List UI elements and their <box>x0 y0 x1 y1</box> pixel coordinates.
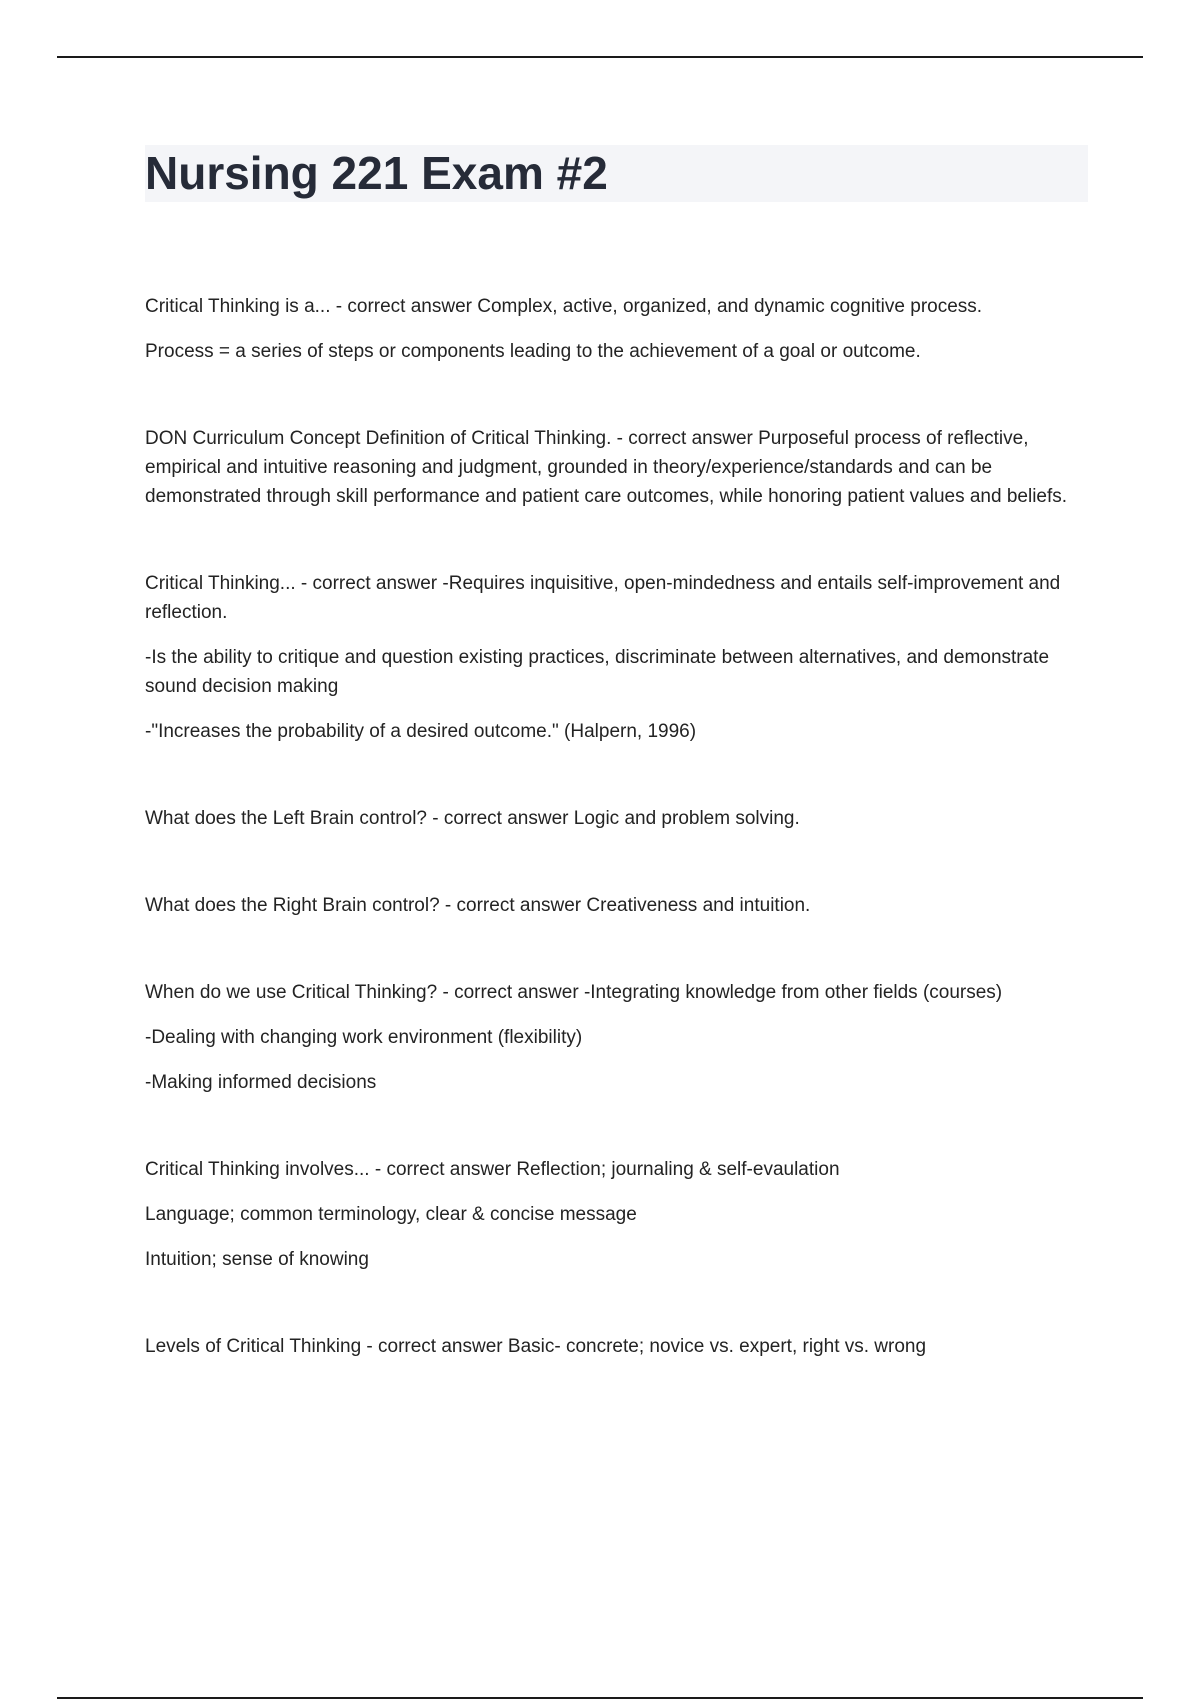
qa-line: What does the Left Brain control? - correct answer Logic and problem solving. <box>145 808 800 829</box>
qa-line: -"Increases the probability of a desired outcome." (Halpern, 1996) <box>145 721 697 742</box>
qa-entry <box>145 1332 1090 1361</box>
qa-entry <box>145 978 1090 1097</box>
qa-entry <box>145 891 1090 920</box>
qa-line: Intuition; sense of knowing <box>145 1249 369 1270</box>
qa-line: -Dealing with changing work environment (flexibility) <box>145 1027 583 1048</box>
qa-line: -Making informed decisions <box>145 1072 377 1093</box>
qa-list <box>145 292 1090 1419</box>
qa-line: Critical Thinking is a... - correct answer Complex, active, organized, and dynamic cognitive process. <box>145 296 983 317</box>
page-title: Nursing 221 Exam #2 <box>145 147 608 199</box>
qa-entry <box>145 804 1090 833</box>
qa-line: Language; common terminology, clear & concise message <box>145 1204 637 1225</box>
qa-entry <box>145 569 1090 746</box>
qa-line: When do we use Critical Thinking? - correct answer -Integrating knowledge from other fields (courses) <box>145 982 1003 1003</box>
qa-line: Critical Thinking... - correct answer -Requires inquisitive, open-mindedness and entails self-improvement and reflection. <box>145 573 1061 623</box>
top-rule <box>57 56 1143 58</box>
qa-entry <box>145 424 1090 511</box>
qa-entry <box>145 1155 1090 1274</box>
qa-line: Process = a series of steps or components leading to the achievement of a goal or outcome. <box>145 341 921 362</box>
qa-line: What does the Right Brain control? - correct answer Creativeness and intuition. <box>145 895 811 916</box>
qa-line: Levels of Critical Thinking - correct answer Basic- concrete; novice vs. expert, right vs. wrong <box>145 1336 927 1357</box>
qa-entry <box>145 292 1090 366</box>
qa-line: -Is the ability to critique and question existing practices, discriminate between alternatives, and demonstrate sound decision making <box>145 647 1050 697</box>
bottom-rule <box>57 1697 1143 1699</box>
qa-line: Critical Thinking involves... - correct answer Reflection; journaling & self-evaulation <box>145 1159 840 1180</box>
qa-line: DON Curriculum Concept Definition of Critical Thinking. - correct answer Purposeful process of reflective, empirical and intuitive reasoning and judgment, grounded in theory/experience/standards and can be demonstrated through skill performance and patient care outcomes, while honoring patient values and beliefs. <box>145 428 1068 507</box>
